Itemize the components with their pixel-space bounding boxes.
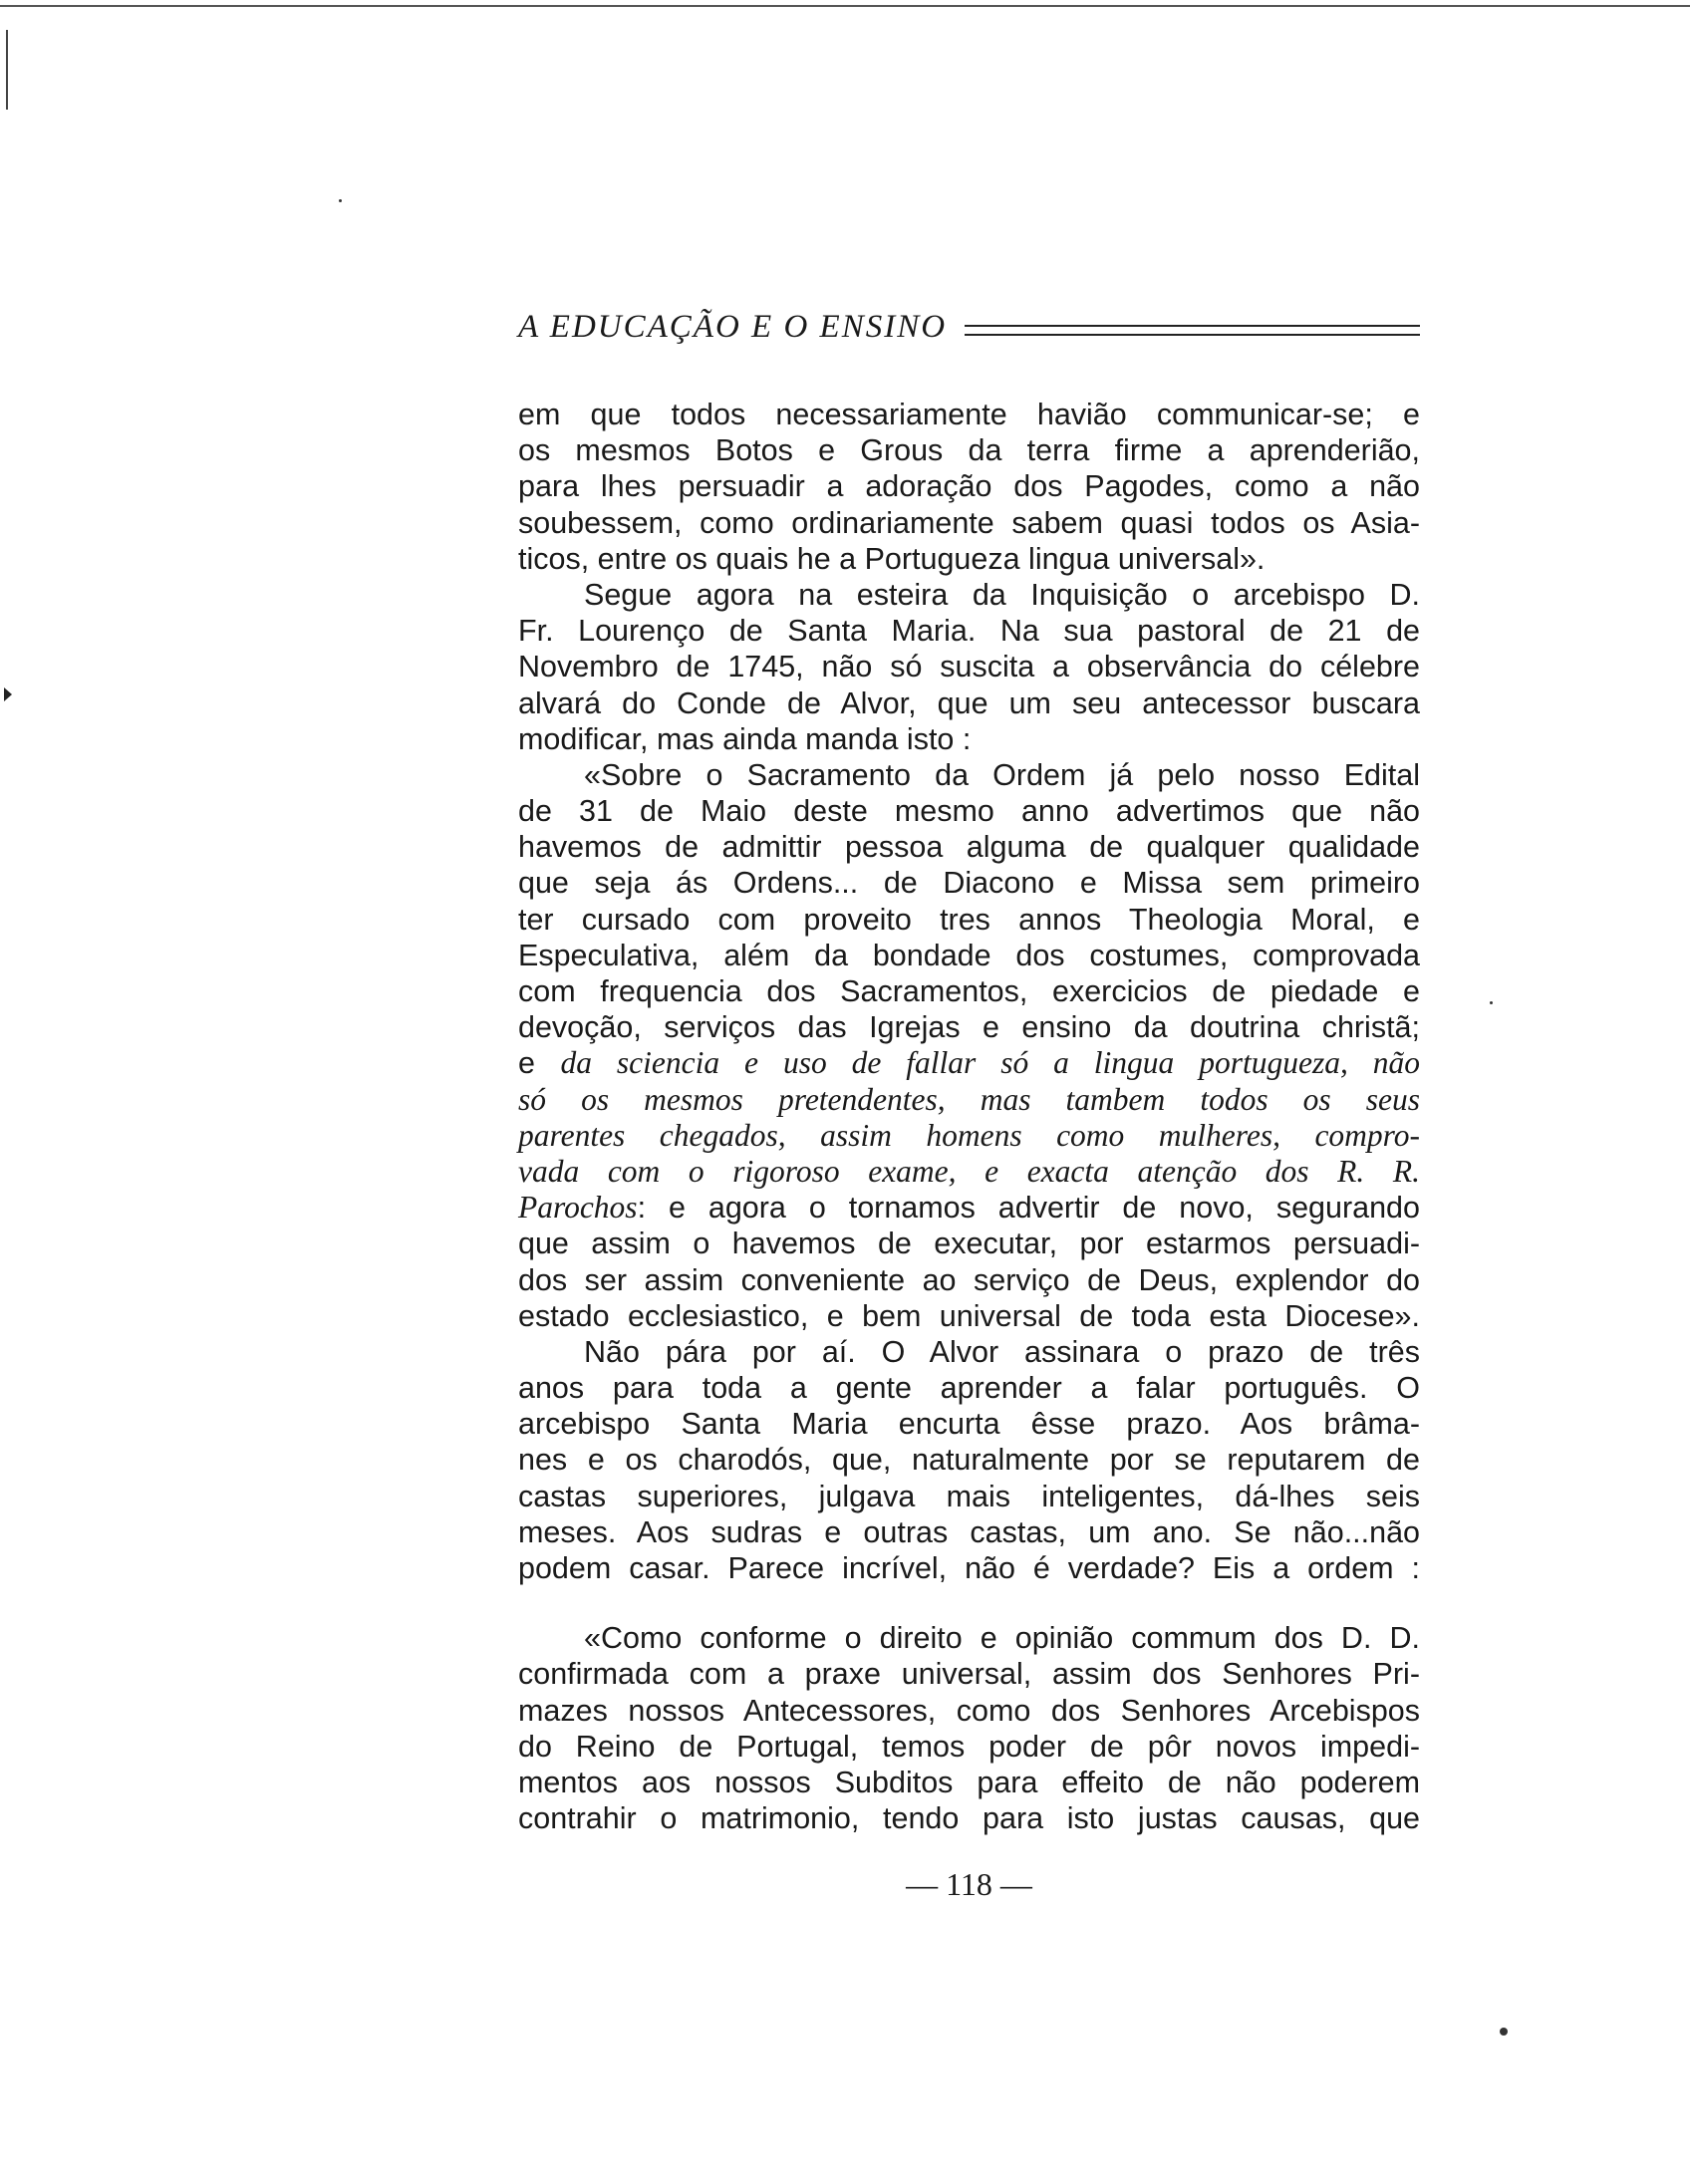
text-line: modificar, mas ainda manda isto : [518, 721, 972, 756]
italic-text: só os mesmos pretendentes, mas tambem todos os seus [518, 1081, 1420, 1117]
text-line: arcebispo Santa Maria encurta êsse prazo. Aos brâma- [518, 1407, 1420, 1442]
text-line: podem casar. Parece incrível, não é verdade? Eis a ordem : [518, 1551, 1420, 1585]
text-line-mixed [518, 1045, 1420, 1081]
italic-text: vada com o rigoroso exame, e exacta atenção dos R. R. [518, 1153, 1420, 1189]
text-line: confirmada com a praxe universal, assim dos Senhores Pri- [518, 1657, 1420, 1692]
page-number: — 118 — [906, 1866, 1032, 1903]
paragraph-5-quotation [518, 1620, 1420, 1836]
text-line: anos para toda a gente aprender a falar português. O [518, 1371, 1420, 1406]
text-line-italic [518, 1118, 1420, 1154]
plain-text: e [518, 1046, 535, 1081]
text-line: meses. Aos sudras e outras castas, um ano. Se não...não [518, 1514, 1420, 1549]
text-line: para lhes persuadir a adoração dos Pagodes, como a não [518, 469, 1420, 504]
italic-text: da sciencia e uso de fallar só a lingua portugueza, não [560, 1045, 1421, 1081]
ink-speck [1500, 2028, 1508, 2036]
text-line: que seja ás Ordens... de Diacono e Missa sem primeiro [518, 866, 1420, 901]
text-line: os mesmos Botos e Grous da terra firme a aprenderião, [518, 433, 1420, 468]
text-line: contrahir o matrimonio, tendo para isto justas causas, que [518, 1801, 1420, 1836]
text-line: do Reino de Portugal, temos poder de pôr novos impedi- [518, 1729, 1420, 1764]
body-text [518, 397, 1420, 1836]
text-line: que assim o havemos de executar, por estarmos persuadi- [518, 1227, 1420, 1261]
running-header [518, 299, 1420, 355]
running-title: A EDUCAÇÃO E O ENSINO [518, 308, 948, 345]
text-line: «Sobre o Sacramento da Ordem já pelo nosso Edital [584, 757, 1420, 792]
text-line: mazes nossos Antecessores, como dos Senhores Arcebispos [518, 1693, 1420, 1728]
text-line: ter cursado com proveito tres annos Theologia Moral, e [518, 902, 1420, 937]
text-line: castas superiores, julgava mais inteligentes, dá-lhes seis [518, 1479, 1420, 1513]
scan-edge-left [6, 30, 8, 110]
text-line-italic [518, 1154, 1420, 1190]
scan-edge-marker [4, 687, 12, 701]
text-line: nes e os charodós, que, naturalmente por se reputarem de [518, 1443, 1420, 1478]
text-line: Não pára por aí. O Alvor assinara o prazo de três [584, 1334, 1420, 1369]
text-line: Segue agora na esteira da Inquisição o arcebispo D. [584, 577, 1420, 612]
scan-edge-top [0, 5, 1690, 7]
text-line: ticos, entre os quais he a Portugueza lingua universal». [518, 541, 1266, 576]
text-line: «Como conforme o direito e opinião commum dos D. D. [584, 1621, 1420, 1656]
text-line: havemos de admittir pessoa alguma de qualquer qualidade [518, 830, 1420, 865]
text-line: Especulativa, além da bondade dos costumes, comprovada [518, 938, 1420, 972]
text-line-mixed [518, 1190, 1420, 1226]
text-line: alvará do Conde de Alvor, que um seu antecessor buscara [518, 685, 1420, 720]
paragraph-2 [518, 577, 1420, 757]
text-line: dos ser assim conveniente ao serviço de Deus, explendor do [518, 1262, 1420, 1297]
text-line: devoção, serviços das Igrejas e ensino da doutrina christã; [518, 1010, 1420, 1045]
plain-text: : e agora o tornamos advertir de novo, segurando [637, 1191, 1420, 1226]
text-line: Novembro de 1745, não só suscita a observância do célebre [518, 650, 1420, 684]
text-line: com frequencia dos Sacramentos, exercicios de piedade e [518, 974, 1420, 1008]
paragraph-3-quotation [518, 757, 1420, 1334]
text-line-italic [518, 1082, 1420, 1118]
text-line: em que todos necessariamente havião communicar-se; e [518, 398, 1420, 431]
text-line: soubessem, como ordinariamente sabem quasi todos os Asia- [518, 505, 1420, 540]
paragraph-1 [518, 397, 1420, 577]
document-page [518, 299, 1420, 1903]
paragraph-4 [518, 1334, 1420, 1586]
ink-speck [339, 199, 342, 202]
italic-text: parentes chegados, assim homens como mulheres, compro- [518, 1117, 1420, 1153]
ink-speck [1490, 1001, 1493, 1004]
text-line: de 31 de Maio deste mesmo anno advertimos que não [518, 794, 1420, 829]
text-line: mentos aos nossos Subditos para effeito de não poderem [518, 1765, 1420, 1799]
text-line: estado ecclesiastico, e bem universal de toda esta Diocese». [518, 1298, 1420, 1333]
text-line: Fr. Lourenço de Santa Maria. Na sua pastoral de 21 de [518, 614, 1420, 649]
paragraph-gap [518, 1586, 1420, 1620]
header-rule [965, 325, 1420, 336]
italic-text: Parochos [518, 1190, 638, 1226]
